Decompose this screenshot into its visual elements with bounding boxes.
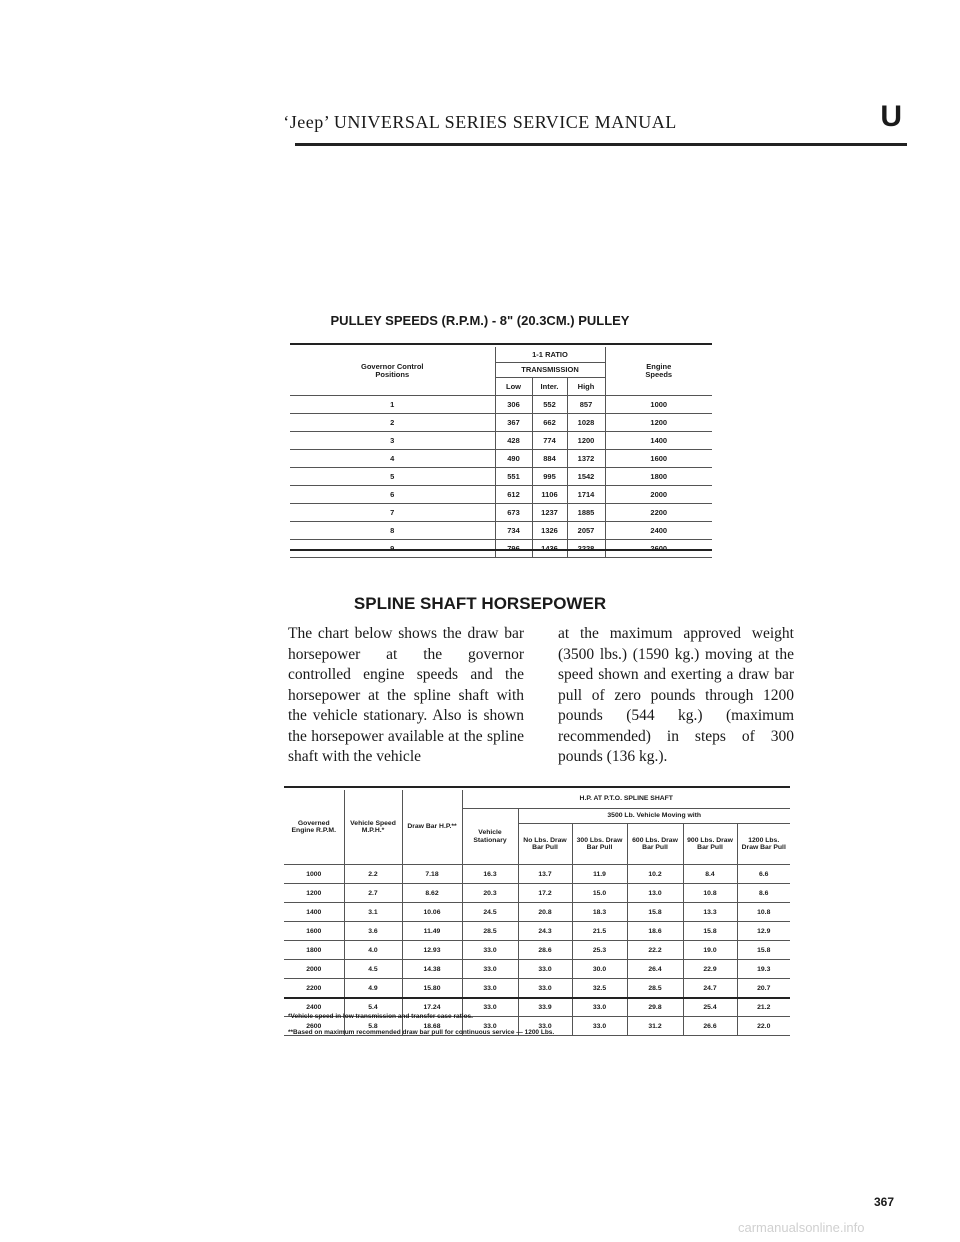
spline-bottom-rule: [284, 997, 790, 999]
table-row: [284, 960, 790, 979]
spline-cell-p300: 33.0: [572, 1017, 627, 1036]
pull-300-header: 300 Lbs. Draw Bar Pull: [572, 824, 627, 865]
pulley-cell-high: 1885: [567, 504, 605, 522]
spline-cell-rpm: 1800: [284, 941, 344, 960]
spline-cell-p1200: 19.3: [737, 960, 790, 979]
pulley-cell-inter: 995: [532, 468, 567, 486]
pulley-cell-low: 490: [495, 450, 532, 468]
transmission-header: TRANSMISSION: [495, 363, 605, 378]
table-row: [284, 865, 790, 884]
pulley-cell-inter: 1237: [532, 504, 567, 522]
vehicle-stationary-header: Vehicle Stationary: [462, 809, 518, 865]
spline-cell-p900: 25.4: [683, 998, 737, 1017]
pull-1200-header: 1200 Lbs. Draw Bar Pull: [737, 824, 790, 865]
spline-cell-p300: 33.0: [572, 998, 627, 1017]
table-row: [290, 504, 712, 522]
section-letter: U: [880, 100, 902, 133]
spline-cell-rpm: 2200: [284, 979, 344, 998]
spline-cell-p1200: 10.8: [737, 903, 790, 922]
spline-cell-mph: 5.8: [344, 1017, 402, 1036]
pulley-cell-engine: 2400: [605, 522, 712, 540]
page-number: 367: [874, 1195, 895, 1209]
spline-intro-left: The chart below shows the draw bar horsepower at the governor controlled engine speeds and the horsepower at the spline shaft with the vehicle stationary. Also is shown the horsepower available at the spline shaft with the vehicle: [288, 625, 524, 765]
pulley-bottom-rule: [290, 549, 712, 551]
spline-cell-dbhp: 17.24: [402, 998, 462, 1017]
spline-cell-mph: 5.4: [344, 998, 402, 1017]
pulley-cell-low: 673: [495, 504, 532, 522]
spline-cell-mph: 3.6: [344, 922, 402, 941]
spline-cell-p1200: 20.7: [737, 979, 790, 998]
spline-cell-p300: 21.5: [572, 922, 627, 941]
pulley-cell-engine: 1000: [605, 396, 712, 414]
table-row: [290, 468, 712, 486]
pulley-cell-pos: 3: [290, 432, 495, 450]
pull-600-header: 600 Lbs. Draw Bar Pull: [627, 824, 683, 865]
vehicle-speed-header: Vehicle Speed M.P.H.*: [344, 790, 402, 865]
spline-cell-mph: 4.9: [344, 979, 402, 998]
spline-cell-rpm: 2400: [284, 998, 344, 1017]
pulley-cell-low: 612: [495, 486, 532, 504]
pulley-cell-low: 734: [495, 522, 532, 540]
spline-cell-mph: 4.0: [344, 941, 402, 960]
pulley-top-rule: [290, 343, 712, 345]
spline-cell-p900: 19.0: [683, 941, 737, 960]
spline-cell-p300: 15.0: [572, 884, 627, 903]
pulley-cell-engine: 1600: [605, 450, 712, 468]
spline-cell-stat: 33.0: [462, 960, 518, 979]
spline-horsepower-table: [284, 790, 790, 1036]
spline-cell-p1200: 6.6: [737, 865, 790, 884]
spline-cell-stat: 33.0: [462, 941, 518, 960]
pulley-cell-engine: 1200: [605, 414, 712, 432]
footnote-draw-bar: **Based on maximum recommended draw bar pull for continuous service — 1200 Lbs.: [288, 1029, 555, 1036]
spline-section-title: SPLINE SHAFT HORSEPOWER: [353, 594, 607, 613]
spline-cell-rpm: 1000: [284, 865, 344, 884]
pulley-table-title: PULLEY SPEEDS (R.P.M.) - 8" (20.3CM.) PULLEY: [330, 313, 630, 328]
spline-cell-p300: 25.3: [572, 941, 627, 960]
spline-cell-rpm: 1200: [284, 884, 344, 903]
pulley-speeds-table: [290, 347, 712, 558]
spline-cell-stat: 24.5: [462, 903, 518, 922]
spline-cell-p1200: 15.8: [737, 941, 790, 960]
watermark-text: carmanualsonline.info: [738, 1220, 865, 1235]
pulley-cell-low: 551: [495, 468, 532, 486]
spline-cell-p600: 13.0: [627, 884, 683, 903]
pulley-cell-engine: 1800: [605, 468, 712, 486]
pulley-cell-low: 367: [495, 414, 532, 432]
pulley-cell-pos: 1: [290, 396, 495, 414]
table-row: [290, 432, 712, 450]
spline-cell-p0: 20.8: [518, 903, 572, 922]
spline-cell-p300: 32.5: [572, 979, 627, 998]
spline-cell-p600: 29.8: [627, 998, 683, 1017]
spline-cell-p1200: 8.6: [737, 884, 790, 903]
spline-cell-p0: 33.0: [518, 979, 572, 998]
engine-speeds-header: Engine Speeds: [605, 347, 712, 396]
pulley-cell-pos: 6: [290, 486, 495, 504]
spline-cell-p600: 26.4: [627, 960, 683, 979]
pulley-cell-inter: 774: [532, 432, 567, 450]
spline-cell-p900: 8.4: [683, 865, 737, 884]
spline-cell-dbhp: 8.62: [402, 884, 462, 903]
pulley-cell-high: 1372: [567, 450, 605, 468]
low-header: Low: [495, 378, 532, 396]
spline-cell-p600: 10.2: [627, 865, 683, 884]
pulley-cell-pos: 8: [290, 522, 495, 540]
spline-cell-mph: 2.2: [344, 865, 402, 884]
spline-cell-dbhp: 7.18: [402, 865, 462, 884]
vehicle-moving-header: 3500 Lb. Vehicle Moving with: [518, 809, 790, 824]
table-row: [290, 414, 712, 432]
pulley-cell-high: 1542: [567, 468, 605, 486]
spline-cell-p1200: 22.0: [737, 1017, 790, 1036]
spline-cell-p900: 26.6: [683, 1017, 737, 1036]
table-row: [290, 450, 712, 468]
table-row: [284, 941, 790, 960]
pulley-cell-inter: 1106: [532, 486, 567, 504]
pulley-cell-pos: 5: [290, 468, 495, 486]
pull-900-header: 900 Lbs. Draw Bar Pull: [683, 824, 737, 865]
header-rule: [295, 143, 907, 146]
spline-top-rule: [284, 786, 790, 788]
spline-cell-p1200: 21.2: [737, 998, 790, 1017]
pulley-cell-high: 1028: [567, 414, 605, 432]
spline-cell-rpm: 1400: [284, 903, 344, 922]
hp-pto-header: H.P. AT P.T.O. SPLINE SHAFT: [462, 790, 790, 809]
spline-cell-rpm: 1600: [284, 922, 344, 941]
ratio-header: 1-1 RATIO: [495, 347, 605, 363]
pull-0-header: No Lbs. Draw Bar Pull: [518, 824, 572, 865]
spline-cell-dbhp: 11.49: [402, 922, 462, 941]
spline-cell-p300: 18.3: [572, 903, 627, 922]
pulley-cell-inter: 1326: [532, 522, 567, 540]
spline-cell-mph: 4.5: [344, 960, 402, 979]
draw-bar-hp-header: Draw Bar H.P.**: [402, 790, 462, 865]
spline-cell-p600: 15.8: [627, 903, 683, 922]
table-row: [284, 922, 790, 941]
spline-cell-stat: 33.0: [462, 979, 518, 998]
pulley-cell-pos: 7: [290, 504, 495, 522]
spline-cell-dbhp: 18.68: [402, 1017, 462, 1036]
pulley-cell-inter: 662: [532, 414, 567, 432]
table-row: [290, 396, 712, 414]
pulley-cell-pos: 2: [290, 414, 495, 432]
spline-cell-p0: 28.6: [518, 941, 572, 960]
spline-cell-p300: 30.0: [572, 960, 627, 979]
table-row: [284, 903, 790, 922]
spline-cell-rpm: 2600: [284, 1017, 344, 1036]
spline-cell-p0: 33.0: [518, 960, 572, 979]
pulley-cell-low: 428: [495, 432, 532, 450]
spline-cell-dbhp: 12.93: [402, 941, 462, 960]
pulley-cell-high: 1200: [567, 432, 605, 450]
spline-cell-stat: 20.3: [462, 884, 518, 903]
table-row: [284, 884, 790, 903]
governed-rpm-header: Governed Engine R.P.M.: [284, 790, 344, 865]
spline-cell-p600: 28.5: [627, 979, 683, 998]
pulley-cell-engine: 2200: [605, 504, 712, 522]
spline-cell-stat: 16.3: [462, 865, 518, 884]
spline-cell-p300: 11.9: [572, 865, 627, 884]
spline-cell-mph: 2.7: [344, 884, 402, 903]
spline-intro-right: at the maximum approved weight (3500 lbs.) (1590 kg.) moving at the speed shown and exerting a draw bar pull of zero pounds through 1200 pounds (544 kg.) (maximum recommended) in steps of 300 pounds (136 kg.).: [558, 625, 794, 765]
spline-cell-p0: 24.3: [518, 922, 572, 941]
spline-cell-p1200: 12.9: [737, 922, 790, 941]
spline-cell-stat: 28.5: [462, 922, 518, 941]
spline-cell-p0: 13.7: [518, 865, 572, 884]
spline-cell-rpm: 2000: [284, 960, 344, 979]
spline-cell-p900: 22.9: [683, 960, 737, 979]
governor-header: Governor Control Positions: [290, 347, 495, 396]
spline-cell-mph: 3.1: [344, 903, 402, 922]
pulley-cell-engine: 1400: [605, 432, 712, 450]
pulley-cell-high: 857: [567, 396, 605, 414]
spline-cell-stat: 33.0: [462, 998, 518, 1017]
table-row: [284, 979, 790, 998]
spline-cell-dbhp: 14.38: [402, 960, 462, 979]
spline-cell-p900: 13.3: [683, 903, 737, 922]
table-row: [290, 486, 712, 504]
spline-cell-p900: 24.7: [683, 979, 737, 998]
spline-cell-p600: 22.2: [627, 941, 683, 960]
spline-cell-p900: 10.8: [683, 884, 737, 903]
spline-cell-dbhp: 10.06: [402, 903, 462, 922]
pulley-cell-low: 306: [495, 396, 532, 414]
spline-cell-p0: 17.2: [518, 884, 572, 903]
footnote-vehicle-speed: *Vehicle speed in low transmission and transfer case ratios.: [288, 1013, 473, 1020]
table-row: [290, 522, 712, 540]
pulley-cell-inter: 884: [532, 450, 567, 468]
inter-header: Inter.: [532, 378, 567, 396]
pulley-cell-high: 1714: [567, 486, 605, 504]
spline-cell-p0: 33.0: [518, 1017, 572, 1036]
spline-cell-p900: 15.8: [683, 922, 737, 941]
pulley-cell-inter: 552: [532, 396, 567, 414]
spline-cell-p0: 33.9: [518, 998, 572, 1017]
spline-cell-stat: 33.0: [462, 1017, 518, 1036]
page-header-title: ‘Jeep’ UNIVERSAL SERIES SERVICE MANUAL: [283, 112, 677, 132]
spline-cell-p600: 31.2: [627, 1017, 683, 1036]
spline-cell-dbhp: 15.80: [402, 979, 462, 998]
pulley-cell-pos: 4: [290, 450, 495, 468]
pulley-cell-high: 2057: [567, 522, 605, 540]
high-header: High: [567, 378, 605, 396]
pulley-cell-engine: 2000: [605, 486, 712, 504]
spline-cell-p600: 18.6: [627, 922, 683, 941]
